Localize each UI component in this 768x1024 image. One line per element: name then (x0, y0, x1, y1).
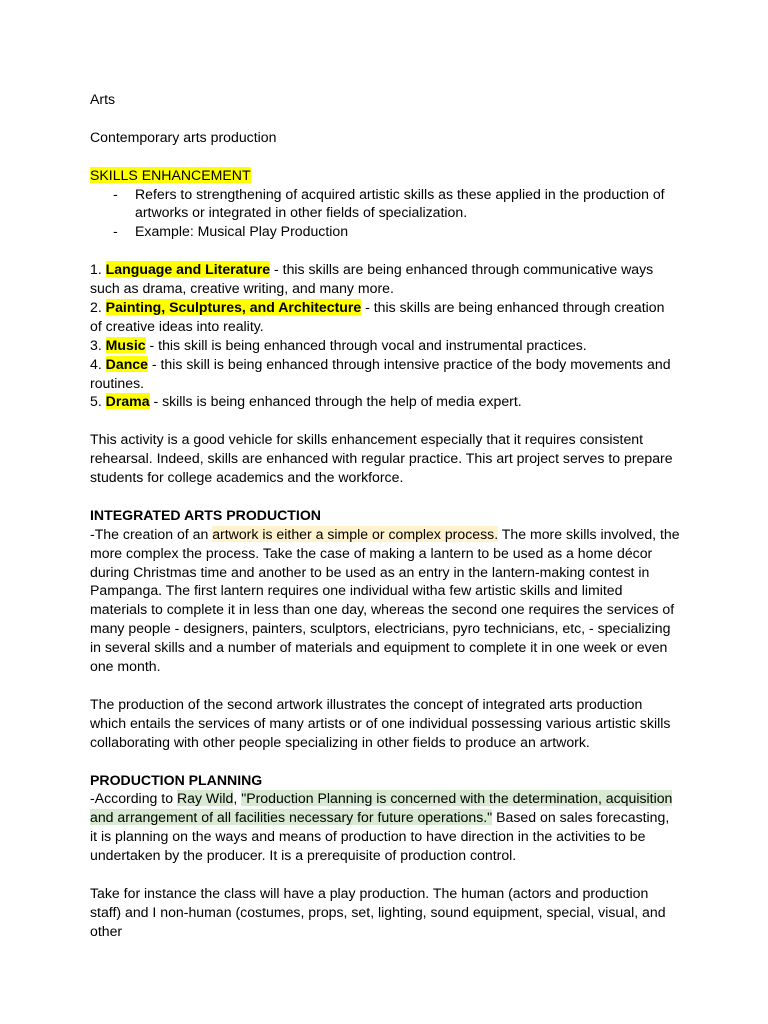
skill-term: Dance (105, 355, 148, 372)
skills-item-1: 1. Language and Literature - this skills are being enhanced through communicative ways such as drama, creative writing, and many more. (90, 261, 654, 297)
highlighted-quote: "Production Planning is concerned with the determination, acquisition and arrangement of all facilities necessary for future operations." (90, 790, 673, 826)
skills-item-3: 3. Music - this skill is being enhanced through vocal and instrumental practices. (90, 336, 587, 353)
section-heading-planning: PRODUCTION PLANNING (90, 771, 263, 788)
highlighted-phrase: artwork is either a simple or complex process. (212, 525, 499, 542)
skill-term: Painting, Sculptures, and Architecture (105, 298, 362, 315)
bullet-text: Refers to strengthening of acquired artistic skills as these applied in the production of artworks or integrated in other fields of specialization. (135, 185, 665, 221)
skills-paragraph: This activity is a good vehicle for skills enhancement especially that it requires consistent rehearsal. Indeed, skills are enhanced with regular practice. This art project serves to prepare students for college academics and the workforce. (90, 431, 673, 486)
skill-term: Language and Literature (105, 261, 271, 278)
skills-item-5: 5. Drama - skills is being enhanced through the help of media expert. (90, 393, 522, 410)
section-heading-integrated: INTEGRATED ARTS PRODUCTION (90, 506, 321, 523)
document-subtitle: Contemporary arts production (90, 128, 277, 145)
skill-term: Music (105, 336, 146, 353)
skill-term: Drama (105, 393, 150, 410)
skills-bullet-list (90, 185, 680, 242)
skills-heading-text: SKILLS ENHANCEMENT (90, 166, 251, 183)
list-item: - Example: Musical Play Production (113, 223, 349, 240)
skills-item-4: 4. Dance - this skill is being enhanced through intensive practice of the body movements and routines. (90, 355, 671, 391)
planning-paragraph-2: Take for instance the class will have a play production. The human (actors and production staff) and I non-human (costumes, props, set, lighting, sound equipment, special, visual, and other (90, 884, 666, 939)
planning-paragraph-1: -According to Ray Wild, "Production Planning is concerned with the determination, acquisition and arrangement of all facilities necessary for future operations." Based on sales forecasting, it is planning on the ways and means of production to have direction in the activities to be undertaken by the producer. It is a prerequisite of production control. (90, 790, 673, 864)
skills-item-2: 2. Painting, Sculptures, and Architecture - this skills are being enhanced through creation of creative ideas into reality. (90, 298, 665, 334)
integrated-paragraph-2: The production of the second artwork illustrates the concept of integrated arts production which entails the services of many artists or of one individual possessing various artistic skills collaborating with other people specializing in other fields to produce an artwork. (90, 695, 671, 750)
list-item: - Refers to strengthening of acquired artistic skills as these applied in the production of artworks or integrated in other fields of specialization. (113, 185, 665, 221)
bullet-text: Example: Musical Play Production (135, 223, 349, 240)
document-title: Arts (90, 91, 116, 107)
author-name: Ray Wild (176, 790, 234, 807)
integrated-paragraph-1: -The creation of an artwork is either a simple or complex process. The more skills involved, the more complex the process. Take the case of making a lantern to be used as a home décor during Christmas time and another to be used as an entry in the lantern-making contest in Pampanga. The first lantern requires one individual witha few artistic skills and limited materials to complete it in less than one day, whereas the second one requires the services of many people - designers, painters, sculptors, electricians, pyro technicians, etc, - specializing in several skills and a number of materials and equipment to complete it in one week or even one month. (90, 525, 680, 675)
section-heading-skills (90, 166, 680, 185)
document-body (90, 90, 680, 941)
